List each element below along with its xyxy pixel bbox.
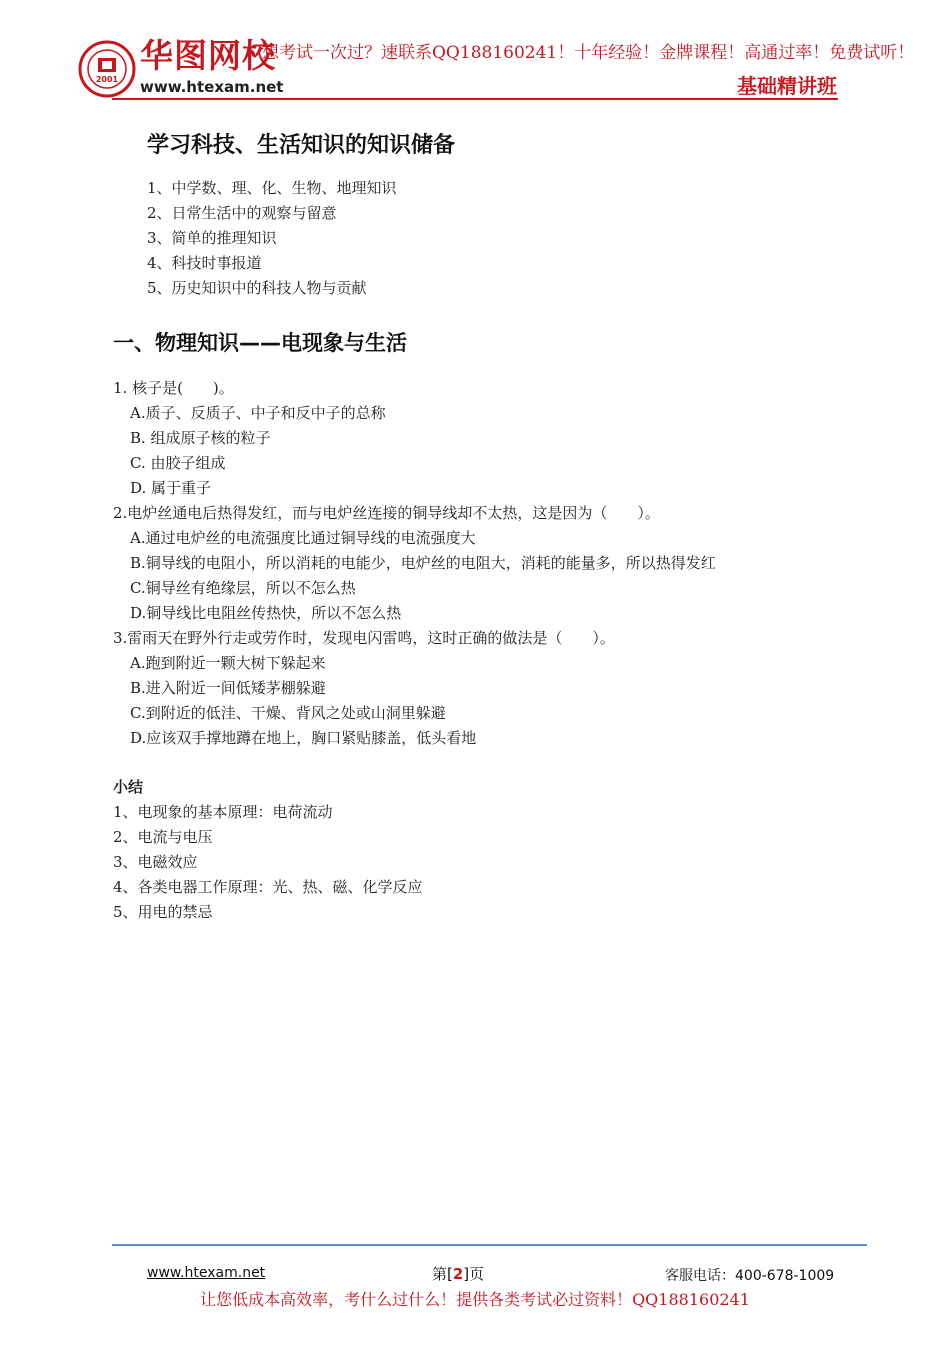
option: A.通过电炉丝的电流强度比通过铜导线的电流强度大	[130, 529, 476, 547]
list-item: 2、日常生活中的观察与留意	[147, 204, 337, 222]
footer-tel: 客服电话：400-678-1009	[665, 1268, 835, 1284]
option: A.跑到附近一颗大树下躲起来	[130, 654, 326, 672]
option: D.应该双手撑地蹲在地上，胸口紧贴膝盖，低头看地	[130, 729, 477, 747]
question-3: 3.雷雨天在野外行走或劳作时，发现电闪雷鸣，这时正确的做法是（ ）。	[113, 629, 615, 647]
question-1: 1. 核子是( )。	[113, 379, 234, 397]
page-suffix: ]页	[463, 1265, 485, 1283]
intro-title: 学习科技、生活知识的知识储备	[147, 133, 456, 158]
header-site-url[interactable]: www.htexam.net	[140, 78, 284, 96]
page-num: 2	[452, 1265, 464, 1283]
list-item: 3、简单的推理知识	[147, 229, 277, 247]
option: B.进入附近一间低矮茅棚躲避	[130, 679, 326, 697]
page-number	[432, 1263, 484, 1284]
option: C.到附近的低洼、干燥、背风之处或山洞里躲避	[130, 704, 446, 722]
htexam-logo	[78, 40, 136, 98]
summary-heading: 小结	[113, 778, 144, 796]
footer-rule	[112, 1244, 867, 1246]
list-item: 4、各类电器工作原理：光、热、磁、化学反应	[113, 878, 423, 896]
list-item: 2、电流与电压	[113, 828, 213, 846]
page-prefix: 第[	[432, 1265, 453, 1283]
section-title: 一、物理知识——电现象与生活	[113, 331, 407, 355]
option: D.铜导线比电阻丝传热快，所以不怎么热	[130, 604, 402, 622]
list-item: 1、电现象的基本原理：电荷流动	[113, 803, 333, 821]
intro-list	[147, 176, 397, 301]
summary	[113, 775, 423, 925]
option: B. 组成原子核的粒子	[130, 429, 271, 447]
question-2: 2.电炉丝通电后热得发红，而与电炉丝连接的铜导线却不太热，这是因为（ ）。	[113, 504, 660, 522]
header-slogan: 想考试一次过？速联系QQ188160241！十年经验！金牌课程！高通过率！免费试听！	[262, 43, 915, 63]
list-item: 5、用电的禁忌	[113, 903, 213, 921]
header-rule	[112, 98, 838, 100]
option: D. 属于重子	[130, 479, 212, 497]
list-item: 4、科技时事报道	[147, 254, 262, 272]
brand-name: 华图网校	[140, 36, 276, 75]
list-item: 1、中学数、理、化、生物、地理知识	[147, 179, 397, 197]
footer-slogan: 让您低成本高效率，考什么过什么！提供各类考试必过资料！QQ188160241	[200, 1290, 750, 1309]
option: A.质子、反质子、中子和反中子的总称	[130, 404, 386, 422]
logo-year: 2001	[95, 75, 119, 84]
question-list	[113, 376, 716, 751]
option: C. 由胶子组成	[130, 454, 226, 472]
list-item: 3、电磁效应	[113, 853, 198, 871]
option: C.铜导丝有绝缘层，所以不怎么热	[130, 579, 356, 597]
list-item: 5、历史知识中的科技人物与贡献	[147, 279, 367, 297]
course-label: 基础精讲班	[737, 74, 837, 98]
option: B.铜导线的电阻小，所以消耗的电能少，电炉丝的电阻大，消耗的能量多，所以热得发红	[130, 554, 716, 572]
footer-site-link[interactable]: www.htexam.net	[147, 1265, 266, 1281]
